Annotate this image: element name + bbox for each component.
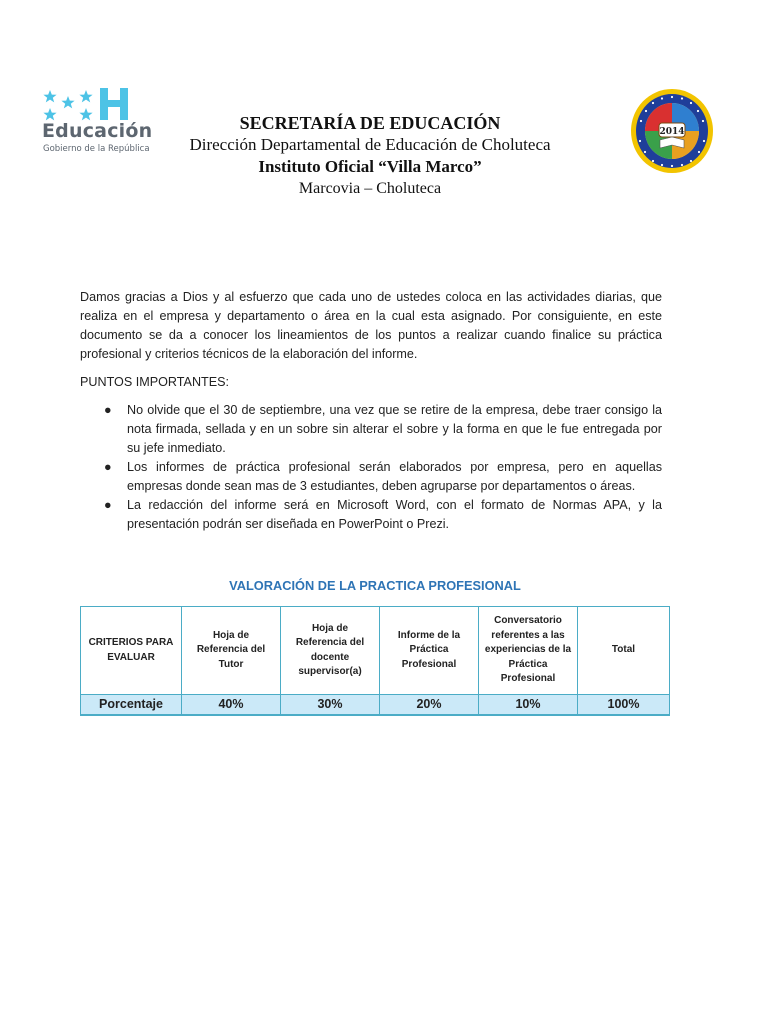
list-item xyxy=(104,496,662,534)
table-header-cell: CRITERIOS PARA EVALUAR xyxy=(81,607,182,695)
header-instituto: Instituto Oficial “Villa Marco” xyxy=(258,157,482,176)
table-cell: 40% xyxy=(182,695,281,716)
table-cell: 30% xyxy=(281,695,380,716)
header-secretaria: SECRETARÍA DE EDUCACIÓN xyxy=(239,113,501,133)
document-body xyxy=(80,288,662,534)
institute-seal-icon xyxy=(630,88,714,174)
list-item-text: No olvide que el 30 de septiembre, una vez que se retire de la empresa, debe traer consigo la nota firmada, sellada y en un sobre sin alterar el sobre y la forma en que le fue entregada por su jefe inmediato. xyxy=(127,403,662,455)
list-item xyxy=(104,401,662,458)
brand-name: Educación xyxy=(42,120,153,142)
list-item xyxy=(104,458,662,496)
table-header-cell: Total xyxy=(578,607,670,695)
seal-year: 2014 xyxy=(659,127,685,137)
puntos-list xyxy=(80,401,662,534)
table-header-cell: Hoja de Referencia del Tutor xyxy=(182,607,281,695)
stars-icon xyxy=(42,88,98,124)
table-cell: 20% xyxy=(380,695,479,716)
table-header-cell: Hoja de Referencia del docente supervisor(a) xyxy=(281,607,380,695)
bullet-icon: ● xyxy=(104,498,112,512)
document-header xyxy=(150,112,590,200)
bullet-icon: ● xyxy=(104,403,112,417)
valoracion-title: VALORACIÓN DE LA PRACTICA PROFESIONAL xyxy=(229,578,521,593)
table-header-cell: Conversatorio referentes a las experiencias de la Práctica Profesional xyxy=(479,607,578,695)
list-item-text: Los informes de práctica profesional serán elaborados por empresa, pero en aquellas empresas donde sean mas de 3 estudiantes, deben agruparse por departamentos o áreas. xyxy=(127,460,662,493)
puntos-heading: PUNTOS IMPORTANTES: xyxy=(80,375,230,389)
brand-subtitle: Gobierno de la República xyxy=(43,144,150,154)
h-mark-icon xyxy=(98,86,130,122)
table-row xyxy=(81,695,670,716)
educacion-logo xyxy=(40,86,165,158)
table-header-row xyxy=(81,607,670,695)
table-cell: 10% xyxy=(479,695,578,716)
header-direccion: Dirección Departamental de Educación de Choluteca xyxy=(189,135,551,154)
row-label-cell: Porcentaje xyxy=(81,695,182,716)
bullet-icon: ● xyxy=(104,460,112,474)
table-header-cell: Informe de la Práctica Profesional xyxy=(380,607,479,695)
intro-paragraph: Damos gracias a Dios y al esfuerzo que cada uno de ustedes coloca en las actividades diarias, que realiza en el empresa y departamento o área en la cual esta asignado. Por consiguiente, en este documento se da a conocer los lineamientos de los puntos a realizar cuando finalice su práctica profesional y criterios técnicos de la elaboración del informe. xyxy=(80,290,662,361)
valoracion-table xyxy=(80,606,670,716)
table-cell: 100% xyxy=(578,695,670,716)
header-location: Marcovia – Choluteca xyxy=(298,180,442,197)
list-item-text: La redacción del informe será en Microsoft Word, con el formato de Normas APA, y la presentación podrán ser diseñada en PowerPoint o Prezi. xyxy=(127,498,662,531)
